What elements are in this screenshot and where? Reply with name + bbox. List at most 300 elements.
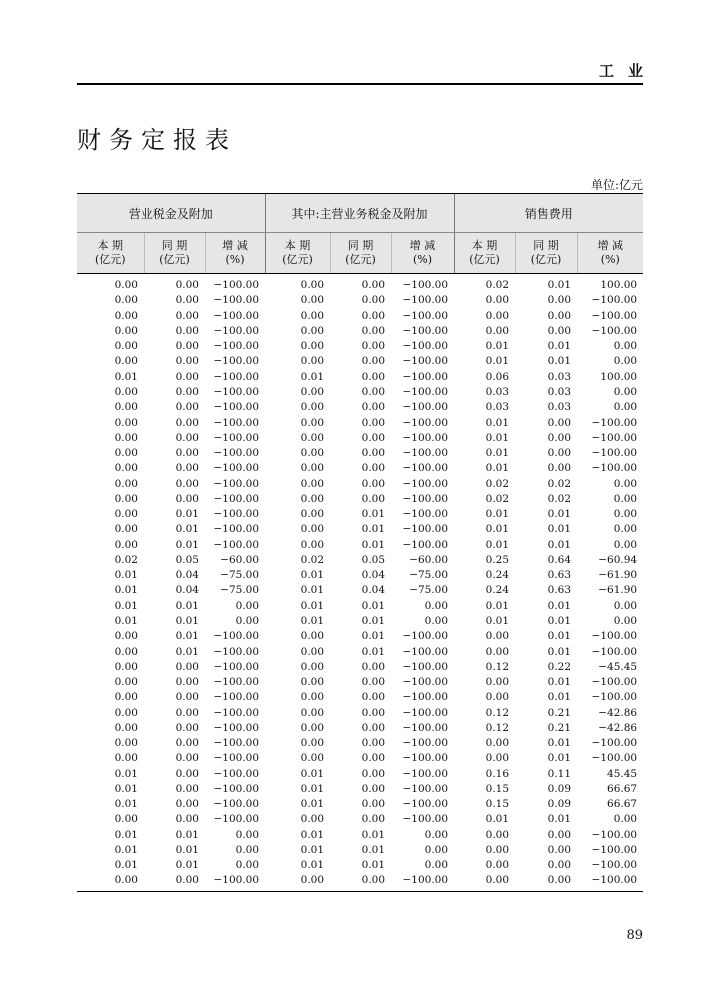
- table-row: [77, 767, 643, 782]
- table-row: [77, 599, 643, 614]
- table-cell: 0.00: [235, 614, 260, 627]
- table-cell: 0.00: [175, 798, 199, 811]
- table-cell: 0.01: [300, 843, 325, 856]
- table-cell: 0.01: [300, 767, 325, 780]
- financial-table: [77, 193, 643, 892]
- table-cell: 0.01: [175, 599, 199, 612]
- table-cell: −75.00: [220, 584, 260, 597]
- table-cell: 0.00: [300, 294, 325, 307]
- table-cell: 0.01: [175, 828, 199, 841]
- table-row: [77, 324, 643, 339]
- table-cell: 0.00: [361, 447, 386, 460]
- table-cell: 0.00: [175, 721, 199, 734]
- table-cell: 0.00: [300, 462, 325, 475]
- table-cell: 0.00: [485, 752, 510, 765]
- table-cell: 0.25: [485, 553, 510, 566]
- sub-header: 同 期 (亿元): [144, 233, 205, 274]
- table-cell: −100.00: [591, 691, 638, 704]
- table-cell: −100.00: [213, 370, 260, 383]
- table-cell: −100.00: [591, 630, 638, 643]
- table-cell: −100.00: [402, 752, 449, 765]
- table-cell: 0.00: [613, 385, 638, 398]
- table-cell: 0.00: [114, 324, 138, 337]
- table-cell: −100.00: [213, 767, 260, 780]
- sub-header: 本 期 (亿元): [77, 233, 144, 274]
- table-cell: 0.00: [300, 676, 325, 689]
- table-cell: 0.00: [547, 843, 572, 856]
- table-cell: 0.00: [114, 279, 138, 292]
- table-cell: 0.01: [361, 859, 386, 872]
- table-cell: −100.00: [402, 798, 449, 811]
- table-cell: 0.00: [424, 859, 449, 872]
- table-body: [77, 274, 643, 891]
- sub-header: 同 期 (亿元): [330, 233, 391, 274]
- table-cell: 0.01: [114, 843, 138, 856]
- table-cell: −100.00: [402, 630, 449, 643]
- sub-header: 增 减 (%): [205, 233, 265, 274]
- table-cell: 0.03: [547, 401, 572, 414]
- sub-header: 本 期 (亿元): [454, 233, 515, 274]
- table-cell: 0.01: [175, 645, 199, 658]
- table-cell: 0.01: [175, 859, 199, 872]
- table-cell: 100.00: [600, 279, 638, 292]
- table-cell: 0.00: [114, 462, 138, 475]
- table-cell: −100.00: [213, 523, 260, 536]
- table-cell: 0.22: [547, 660, 572, 673]
- table-cell: 0.01: [547, 508, 572, 521]
- table-cell: 0.02: [485, 492, 510, 505]
- table-cell: 0.01: [547, 691, 572, 704]
- table-cell: 0.00: [361, 416, 386, 429]
- table-row: [77, 629, 643, 644]
- table-row: [77, 751, 643, 766]
- table-cell: 0.00: [175, 462, 199, 475]
- table-cell: 0.64: [547, 553, 572, 566]
- table-cell: 0.01: [361, 843, 386, 856]
- table-cell: 0.00: [547, 309, 572, 322]
- table-cell: −100.00: [213, 492, 260, 505]
- table-cell: 0.00: [361, 279, 386, 292]
- table-cell: 0.00: [424, 843, 449, 856]
- table-row: [77, 568, 643, 583]
- table-row: [77, 705, 643, 720]
- table-cell: 0.00: [175, 492, 199, 505]
- table-cell: −60.00: [409, 553, 449, 566]
- table-cell: 0.00: [361, 706, 386, 719]
- table-cell: 0.00: [175, 813, 199, 826]
- table-cell: −100.00: [402, 477, 449, 490]
- table-cell: 0.12: [485, 706, 510, 719]
- table-cell: 0.00: [114, 676, 138, 689]
- table-cell: −100.00: [213, 874, 260, 887]
- table-row: [77, 446, 643, 461]
- table-cell: 0.01: [114, 782, 138, 795]
- table-cell: 0.05: [175, 553, 199, 566]
- table-cell: 0.01: [485, 340, 510, 353]
- table-cell: −100.00: [402, 309, 449, 322]
- table-cell: 0.00: [114, 630, 138, 643]
- table-cell: −100.00: [402, 676, 449, 689]
- table-cell: −100.00: [591, 324, 638, 337]
- table-cell: 0.01: [547, 340, 572, 353]
- table-cell: 0.00: [361, 477, 386, 490]
- table-cell: 0.01: [300, 782, 325, 795]
- table-cell: 0.00: [175, 447, 199, 460]
- table-cell: −100.00: [591, 309, 638, 322]
- table-row: [77, 293, 643, 308]
- table-cell: −100.00: [213, 630, 260, 643]
- table-row: [77, 522, 643, 537]
- table-row: [77, 415, 643, 430]
- table-cell: 100.00: [600, 370, 638, 383]
- table-cell: 0.00: [485, 828, 510, 841]
- table-cell: −100.00: [402, 340, 449, 353]
- table-cell: −75.00: [409, 569, 449, 582]
- table-cell: 0.00: [114, 706, 138, 719]
- table-cell: 0.00: [547, 859, 572, 872]
- table-cell: 0.01: [361, 614, 386, 627]
- table-cell: −100.00: [402, 767, 449, 780]
- table-cell: −100.00: [591, 416, 638, 429]
- table-cell: 0.00: [547, 874, 572, 887]
- table-cell: 0.00: [114, 431, 138, 444]
- table-cell: 0.02: [547, 492, 572, 505]
- table-cell: 0.01: [547, 614, 572, 627]
- table-cell: 0.01: [361, 645, 386, 658]
- table-cell: 0.01: [175, 843, 199, 856]
- table-cell: 0.00: [485, 324, 510, 337]
- table-cell: 0.00: [175, 431, 199, 444]
- table-cell: 0.15: [485, 782, 510, 795]
- table-cell: 0.01: [114, 798, 138, 811]
- table-cell: 0.01: [114, 828, 138, 841]
- table-cell: 0.01: [114, 859, 138, 872]
- table-cell: 0.01: [175, 630, 199, 643]
- table-cell: 0.00: [300, 630, 325, 643]
- table-cell: 0.00: [485, 843, 510, 856]
- table-row: [77, 828, 643, 843]
- table-cell: 0.16: [485, 767, 510, 780]
- table-cell: 0.00: [485, 691, 510, 704]
- table-cell: −100.00: [591, 431, 638, 444]
- table-cell: 0.00: [175, 324, 199, 337]
- sub-header: 增 减 (%): [577, 233, 643, 274]
- table-cell: 0.01: [300, 584, 325, 597]
- table-cell: 0.00: [114, 874, 138, 887]
- table-cell: −100.00: [402, 492, 449, 505]
- table-cell: −100.00: [402, 447, 449, 460]
- table-cell: 0.00: [175, 737, 199, 750]
- table-cell: 0.24: [485, 584, 510, 597]
- table-cell: 0.01: [300, 614, 325, 627]
- table-cell: 0.00: [361, 462, 386, 475]
- table-cell: 0.00: [175, 294, 199, 307]
- table-cell: −100.00: [213, 706, 260, 719]
- table-cell: −100.00: [213, 401, 260, 414]
- table-cell: 0.00: [114, 294, 138, 307]
- table-cell: 0.02: [300, 553, 325, 566]
- table-cell: 0.00: [114, 401, 138, 414]
- table-cell: 0.01: [114, 599, 138, 612]
- table-cell: 0.01: [547, 752, 572, 765]
- table-cell: −100.00: [213, 447, 260, 460]
- table-cell: −100.00: [591, 752, 638, 765]
- table-cell: 0.00: [235, 859, 260, 872]
- table-cell: 0.00: [175, 477, 199, 490]
- table-cell: 0.09: [547, 782, 572, 795]
- table-cell: 0.21: [547, 721, 572, 734]
- table-cell: 0.00: [361, 813, 386, 826]
- table-cell: 0.01: [300, 569, 325, 582]
- table-cell: 66.67: [607, 798, 638, 811]
- table-cell: 0.00: [175, 767, 199, 780]
- table-cell: −100.00: [402, 660, 449, 673]
- table-cell: 0.00: [175, 279, 199, 292]
- table-cell: −100.00: [591, 447, 638, 460]
- table-cell: 0.00: [300, 691, 325, 704]
- page-title: 财务定报表: [77, 126, 237, 154]
- table-cell: 0.01: [300, 599, 325, 612]
- table-cell: −100.00: [213, 294, 260, 307]
- table-row: [77, 492, 643, 507]
- table-cell: 0.00: [235, 828, 260, 841]
- table-cell: 0.03: [485, 385, 510, 398]
- table-cell: 0.00: [300, 752, 325, 765]
- table-cell: −100.00: [213, 676, 260, 689]
- table-cell: 0.00: [114, 737, 138, 750]
- table-cell: −100.00: [213, 691, 260, 704]
- table-cell: 0.00: [361, 752, 386, 765]
- table-cell: 0.01: [547, 676, 572, 689]
- table-cell: 0.00: [300, 401, 325, 414]
- table-cell: 0.00: [361, 431, 386, 444]
- table-cell: 0.01: [547, 599, 572, 612]
- table-cell: −100.00: [402, 401, 449, 414]
- table-cell: −61.90: [598, 584, 638, 597]
- table-cell: 0.01: [485, 416, 510, 429]
- table-row: [77, 274, 643, 294]
- table-cell: 0.01: [175, 523, 199, 536]
- table-row: [77, 614, 643, 629]
- table-cell: 0.04: [175, 584, 199, 597]
- table-cell: 0.00: [361, 385, 386, 398]
- table-cell: 0.01: [485, 462, 510, 475]
- table-cell: 0.00: [613, 355, 638, 368]
- table-row: [77, 690, 643, 705]
- table-cell: −100.00: [213, 477, 260, 490]
- table-cell: −100.00: [402, 691, 449, 704]
- table-cell: 0.00: [175, 416, 199, 429]
- table-cell: 0.00: [175, 401, 199, 414]
- table-cell: 0.00: [114, 309, 138, 322]
- table-cell: 0.00: [300, 721, 325, 734]
- table-cell: 0.00: [114, 355, 138, 368]
- table-cell: 0.00: [485, 630, 510, 643]
- table-cell: −100.00: [402, 416, 449, 429]
- table-cell: −100.00: [213, 721, 260, 734]
- table-cell: 0.01: [114, 370, 138, 383]
- table-cell: 0.00: [114, 721, 138, 734]
- table-cell: 0.00: [547, 294, 572, 307]
- table-cell: 0.63: [547, 569, 572, 582]
- table-cell: 0.00: [300, 737, 325, 750]
- table-cell: 0.00: [361, 294, 386, 307]
- table-cell: −100.00: [402, 721, 449, 734]
- table-cell: 0.00: [300, 538, 325, 551]
- table-cell: 0.00: [613, 538, 638, 551]
- table-row: [77, 553, 643, 568]
- table-cell: −100.00: [213, 660, 260, 673]
- table-cell: 0.21: [547, 706, 572, 719]
- table-cell: 0.01: [361, 828, 386, 841]
- section-label: 工业: [598, 62, 657, 80]
- table-cell: 0.00: [114, 340, 138, 353]
- table-cell: 0.00: [175, 355, 199, 368]
- table-cell: −100.00: [213, 538, 260, 551]
- table-cell: 0.01: [361, 599, 386, 612]
- table-cell: 0.00: [547, 828, 572, 841]
- table-cell: 0.00: [485, 645, 510, 658]
- table-cell: 0.00: [300, 645, 325, 658]
- table-cell: 0.00: [361, 798, 386, 811]
- table-cell: 0.01: [485, 538, 510, 551]
- table-cell: −100.00: [213, 416, 260, 429]
- table-cell: 0.01: [361, 508, 386, 521]
- table-cell: −100.00: [213, 813, 260, 826]
- table-cell: 0.00: [361, 721, 386, 734]
- table-cell: 0.00: [300, 508, 325, 521]
- sub-header-row: [77, 233, 643, 274]
- table-cell: 0.01: [485, 813, 510, 826]
- table-cell: −100.00: [402, 645, 449, 658]
- table-cell: −100.00: [402, 370, 449, 383]
- table-cell: −100.00: [213, 431, 260, 444]
- table-row: [77, 309, 643, 324]
- table-cell: −100.00: [591, 859, 638, 872]
- table-row: [77, 354, 643, 369]
- table-cell: 0.00: [300, 874, 325, 887]
- table-cell: −100.00: [213, 279, 260, 292]
- table-cell: 0.01: [114, 614, 138, 627]
- table-cell: 0.00: [485, 676, 510, 689]
- table-cell: 0.00: [485, 309, 510, 322]
- table-cell: −100.00: [213, 385, 260, 398]
- table-cell: 0.00: [175, 385, 199, 398]
- table-cell: 0.00: [300, 309, 325, 322]
- table-cell: −100.00: [402, 462, 449, 475]
- table-cell: −100.00: [591, 874, 638, 887]
- table-cell: 0.00: [361, 340, 386, 353]
- table-cell: 0.01: [175, 538, 199, 551]
- table-cell: 0.00: [175, 340, 199, 353]
- table-cell: −100.00: [213, 324, 260, 337]
- table-cell: 0.00: [114, 752, 138, 765]
- table-cell: −75.00: [409, 584, 449, 597]
- table-cell: 0.00: [424, 614, 449, 627]
- table-cell: 0.11: [547, 767, 572, 780]
- table-cell: 0.00: [175, 676, 199, 689]
- group-header: 营业税金及附加: [77, 194, 265, 233]
- table-cell: 0.00: [175, 660, 199, 673]
- table-cell: −60.00: [220, 553, 260, 566]
- table-cell: −100.00: [591, 645, 638, 658]
- table-cell: 0.01: [485, 614, 510, 627]
- table-row: [77, 812, 643, 827]
- table-cell: 0.01: [485, 447, 510, 460]
- table-cell: 0.04: [175, 569, 199, 582]
- table-cell: 0.00: [424, 828, 449, 841]
- table-cell: −42.86: [598, 721, 638, 734]
- table-cell: 0.00: [613, 508, 638, 521]
- table-cell: −100.00: [402, 294, 449, 307]
- table-cell: 0.01: [114, 584, 138, 597]
- table-cell: −100.00: [213, 355, 260, 368]
- table-cell: 0.00: [361, 492, 386, 505]
- table-cell: 0.00: [547, 431, 572, 444]
- table-cell: 0.00: [547, 462, 572, 475]
- table-cell: 0.01: [485, 508, 510, 521]
- table-cell: 0.00: [361, 782, 386, 795]
- table-row: [77, 660, 643, 675]
- group-header: 销售费用: [454, 194, 643, 233]
- table-cell: 0.00: [361, 660, 386, 673]
- table-cell: 0.00: [361, 874, 386, 887]
- table-cell: 0.02: [547, 477, 572, 490]
- table-cell: 0.00: [361, 355, 386, 368]
- table-cell: −100.00: [402, 508, 449, 521]
- table-cell: 0.01: [547, 645, 572, 658]
- table-cell: 0.00: [613, 599, 638, 612]
- table-row: [77, 507, 643, 522]
- table-cell: 0.00: [547, 416, 572, 429]
- table-cell: 0.01: [547, 279, 572, 292]
- table-row: [77, 858, 643, 873]
- table-cell: 0.00: [175, 370, 199, 383]
- table-cell: 0.01: [547, 737, 572, 750]
- table-cell: 0.00: [613, 614, 638, 627]
- table-cell: −100.00: [402, 538, 449, 551]
- table-cell: 0.00: [300, 477, 325, 490]
- table-row: [77, 400, 643, 415]
- table-cell: 0.00: [300, 431, 325, 444]
- table-cell: 0.00: [114, 660, 138, 673]
- table-cell: −100.00: [402, 523, 449, 536]
- table-cell: −100.00: [402, 706, 449, 719]
- table-cell: 0.03: [547, 385, 572, 398]
- table-cell: 0.00: [300, 447, 325, 460]
- table-cell: 0.00: [485, 294, 510, 307]
- table-cell: −75.00: [220, 569, 260, 582]
- table-row: [77, 476, 643, 491]
- table-cell: 0.00: [361, 737, 386, 750]
- table-cell: 0.00: [235, 843, 260, 856]
- table-cell: 0.00: [300, 279, 325, 292]
- table-cell: 0.00: [300, 355, 325, 368]
- table-cell: −100.00: [402, 385, 449, 398]
- table-cell: 0.00: [300, 492, 325, 505]
- table-cell: 0.01: [547, 523, 572, 536]
- table-cell: 0.00: [547, 447, 572, 460]
- table-cell: −42.86: [598, 706, 638, 719]
- table-cell: −100.00: [591, 828, 638, 841]
- table-row: [77, 873, 643, 890]
- table-row: [77, 736, 643, 751]
- table-cell: 0.24: [485, 569, 510, 582]
- table-cell: 0.09: [547, 798, 572, 811]
- page-number: 89: [626, 928, 643, 943]
- table-row: [77, 644, 643, 659]
- table-cell: 0.00: [300, 523, 325, 536]
